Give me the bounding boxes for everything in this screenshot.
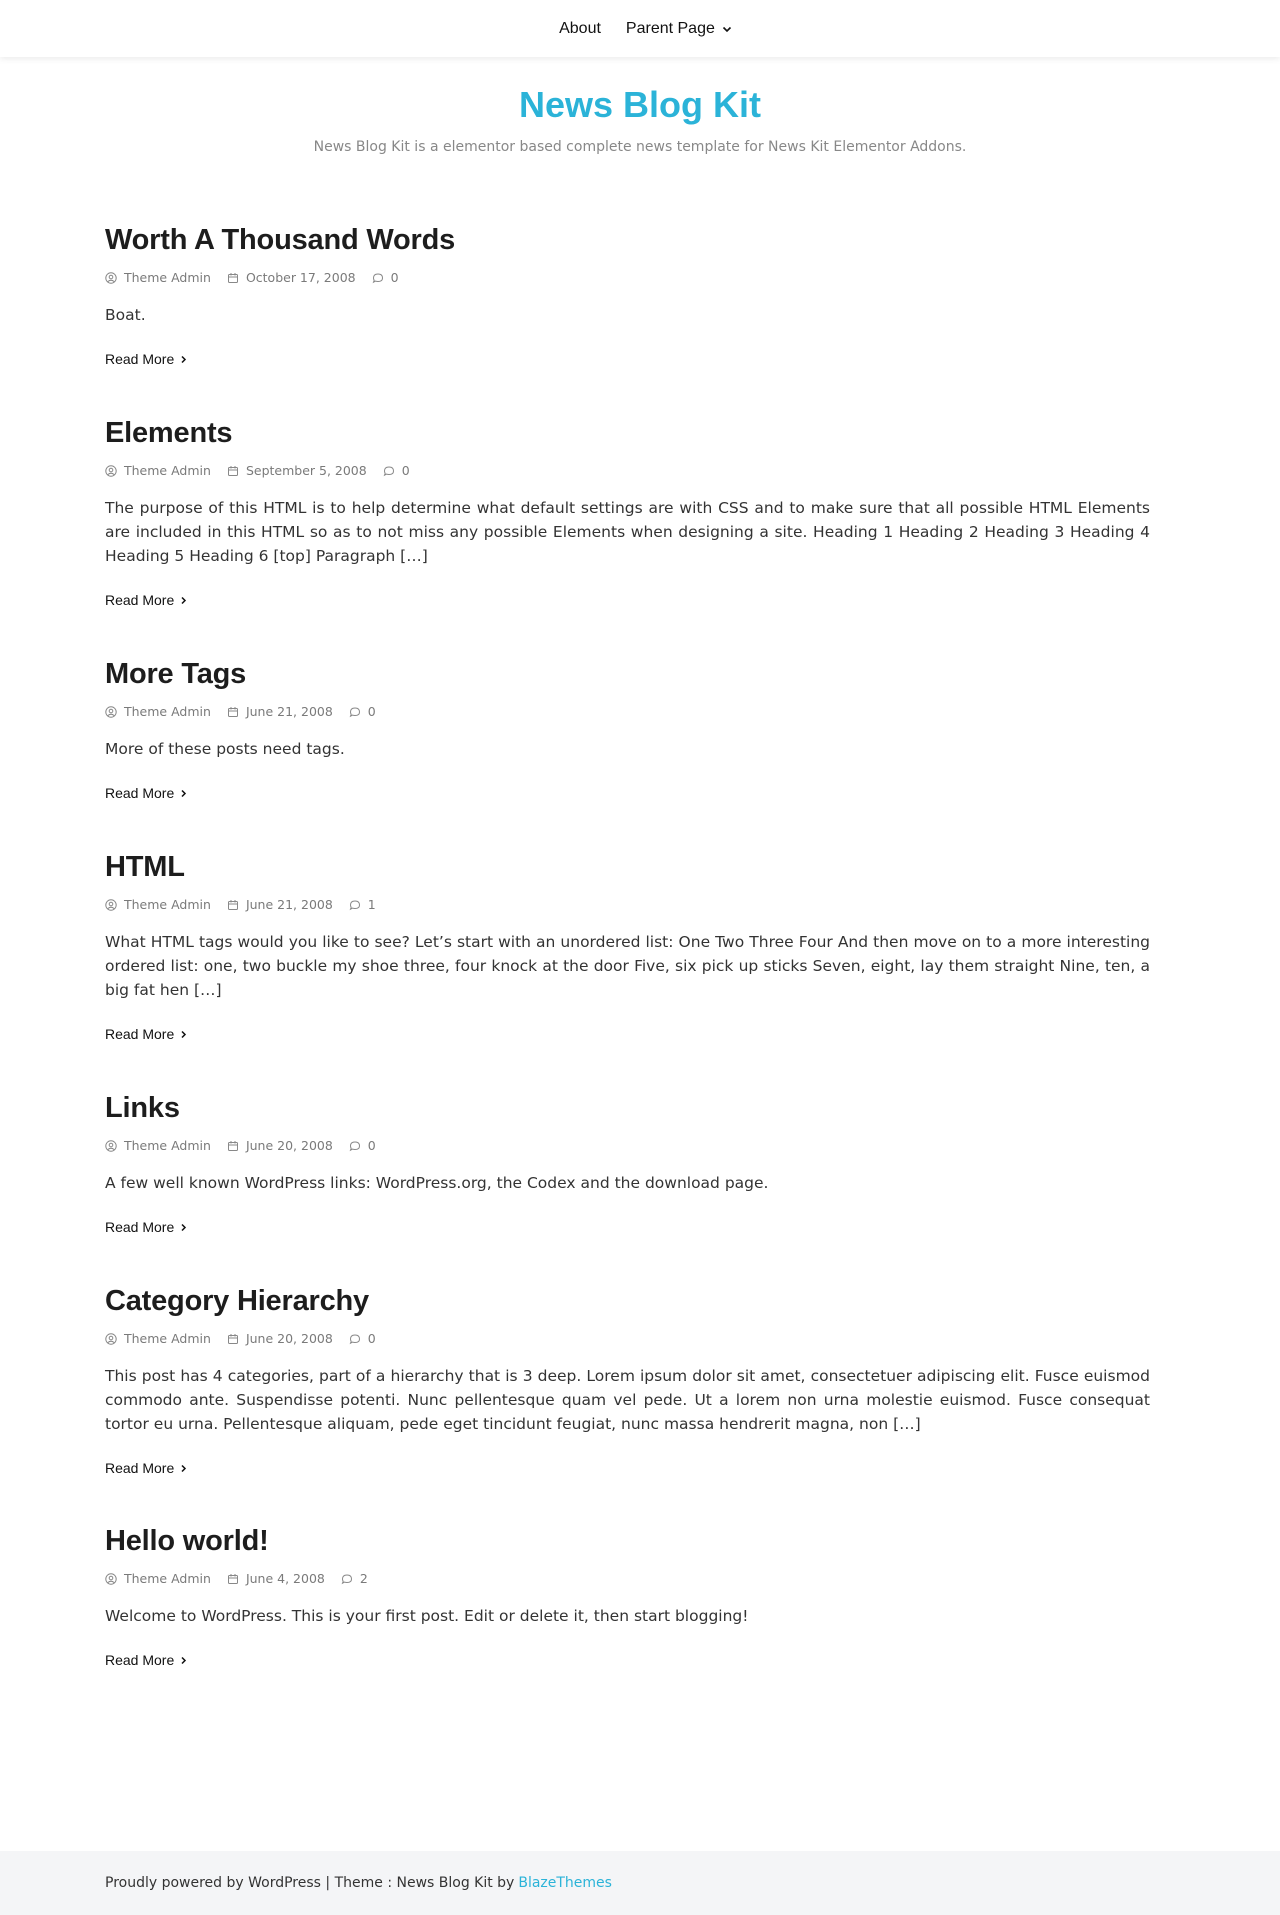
post-author[interactable] <box>105 897 211 913</box>
read-more-link[interactable] <box>105 1460 188 1476</box>
nav-item-label: Parent Page <box>625 19 715 37</box>
post-item <box>105 656 1150 802</box>
post-date-text: June 21, 2008 <box>245 897 333 912</box>
post-meta <box>105 1571 1150 1587</box>
calendar-icon <box>227 706 239 718</box>
post-item <box>105 1283 1150 1477</box>
post-excerpt: More of these posts need tags. <box>105 740 345 758</box>
comment-icon <box>349 1333 361 1345</box>
comment-icon <box>349 1140 361 1152</box>
post-meta <box>105 1331 1150 1347</box>
chevron-down-icon <box>721 23 733 35</box>
read-more-label: Read More <box>105 592 175 608</box>
post-comments-count: 2 <box>359 1571 368 1586</box>
site-description: News Blog Kit is a elementor based complete news template for News Kit Elementor Addons. <box>313 139 967 155</box>
calendar-icon <box>227 465 239 477</box>
read-more-link[interactable] <box>105 1219 188 1235</box>
read-more-label: Read More <box>105 351 175 367</box>
comment-icon <box>341 1573 353 1585</box>
post-comments[interactable] <box>349 1331 376 1347</box>
post-comments[interactable] <box>383 463 410 479</box>
read-more-link[interactable] <box>105 1026 188 1042</box>
post-item <box>105 1523 1150 1669</box>
nav-item-parent-page[interactable] <box>626 20 733 38</box>
read-more-label: Read More <box>105 1652 175 1668</box>
post-comments-count: 0 <box>367 1331 376 1346</box>
chevron-right-icon <box>179 1223 188 1232</box>
chevron-right-icon <box>179 789 188 798</box>
user-icon <box>105 899 117 911</box>
site-footer <box>0 1851 1280 1915</box>
chevron-right-icon <box>179 1464 188 1473</box>
read-more-link[interactable] <box>105 1652 188 1668</box>
post-comments-count: 1 <box>367 897 376 912</box>
site-title[interactable] <box>0 84 1280 126</box>
comment-icon <box>383 465 395 477</box>
user-icon <box>105 1333 117 1345</box>
chevron-right-icon <box>179 596 188 605</box>
post-date-text: October 17, 2008 <box>245 270 356 285</box>
post-date-text: September 5, 2008 <box>245 463 367 478</box>
post-author[interactable] <box>105 270 211 286</box>
post-date[interactable] <box>227 1138 333 1154</box>
post-comments-count: 0 <box>401 463 410 478</box>
post-date-text: June 21, 2008 <box>245 704 333 719</box>
post-title[interactable]: More Tags <box>105 658 247 690</box>
post-date-text: June 4, 2008 <box>245 1571 325 1586</box>
post-title[interactable]: HTML <box>105 851 185 883</box>
post-excerpt: This post has 4 categories, part of a hierarchy that is 3 deep. Lorem ipsum dolor sit amet, consectetuer adipiscing elit. Fusce euismod commodo ante. Suspendisse potenti. Nunc pellentesque quam vel pede. Ut a lorem non urna molestie euismod. Fusce consequat tortor eu urna. Pellentesque aliquam, pede eget tincidunt feugiat, nunc massa hendrerit magna, non […] <box>105 1367 1150 1433</box>
post-title[interactable]: Links <box>105 1092 180 1124</box>
read-more-label: Read More <box>105 1026 175 1042</box>
post-comments[interactable] <box>372 270 399 286</box>
post-excerpt: The purpose of this HTML is to help determine what default settings are with CSS and to make sure that all possible HTML Elements are included in this HTML so as to not miss any possible Elements when designing a site. Heading 1 Heading 2 Heading 3 Heading 4 Heading 5 Heading 6 [top] Paragraph […] <box>105 499 1150 565</box>
post-title[interactable]: Category Hierarchy <box>105 1285 369 1317</box>
post-author-name: Theme Admin <box>124 704 211 719</box>
calendar-icon <box>227 1333 239 1345</box>
read-more-label: Read More <box>105 785 175 801</box>
post-item <box>105 1090 1150 1236</box>
user-icon <box>105 272 117 284</box>
post-excerpt: Welcome to WordPress. This is your first post. Edit or delete it, then start blogging! <box>105 1607 749 1625</box>
chevron-right-icon <box>179 1656 188 1665</box>
post-date[interactable] <box>227 704 333 720</box>
chevron-right-icon <box>179 1030 188 1039</box>
post-comments[interactable] <box>349 897 376 913</box>
read-more-label: Read More <box>105 1460 175 1476</box>
post-item <box>105 415 1150 609</box>
read-more-label: Read More <box>105 1219 175 1235</box>
post-date[interactable] <box>227 1331 333 1347</box>
footer-credit-text: Proudly powered by WordPress | Theme : News Blog Kit by <box>105 1875 515 1891</box>
post-meta <box>105 463 1150 479</box>
read-more-link[interactable] <box>105 785 188 801</box>
post-author[interactable] <box>105 704 211 720</box>
post-author[interactable] <box>105 1571 211 1587</box>
post-comments[interactable] <box>349 704 376 720</box>
comment-icon <box>372 272 384 284</box>
comment-icon <box>349 706 361 718</box>
user-icon <box>105 465 117 477</box>
post-comments[interactable] <box>341 1571 368 1587</box>
post-item <box>105 849 1150 1043</box>
post-item <box>105 222 1150 368</box>
top-navigation <box>0 0 1280 57</box>
chevron-right-icon <box>179 355 188 364</box>
post-excerpt: Boat. <box>105 306 146 324</box>
read-more-link[interactable] <box>105 351 188 367</box>
post-meta <box>105 270 1150 286</box>
calendar-icon <box>227 1573 239 1585</box>
footer-theme-author-link[interactable]: BlazeThemes <box>518 1875 612 1891</box>
post-meta <box>105 897 1150 913</box>
post-author[interactable] <box>105 1331 211 1347</box>
post-author[interactable] <box>105 463 211 479</box>
post-title[interactable]: Elements <box>105 417 233 449</box>
read-more-link[interactable] <box>105 592 188 608</box>
post-meta <box>105 1138 1150 1154</box>
comment-icon <box>349 899 361 911</box>
post-comments-count: 0 <box>367 704 376 719</box>
nav-item-label: About <box>559 19 601 37</box>
post-title[interactable]: Worth A Thousand Words <box>105 224 456 256</box>
post-excerpt: What HTML tags would you like to see? Let’s start with an unordered list: One Two Three Four And then move on to a more interesting ordered list: one, two buckle my shoe three, four knock at the door Five, six pick up sticks Seven, eight, lay them straight Nine, ten, a big fat hen […] <box>105 933 1150 999</box>
post-author-name: Theme Admin <box>124 1138 211 1153</box>
nav-item-about[interactable] <box>559 20 601 38</box>
site-title-text[interactable]: News Blog Kit <box>518 84 761 125</box>
post-excerpt: A few well known WordPress links: WordPress.org, the Codex and the download page. <box>105 1174 769 1192</box>
calendar-icon <box>227 899 239 911</box>
user-icon <box>105 1573 117 1585</box>
calendar-icon <box>227 1140 239 1152</box>
post-date[interactable] <box>227 463 367 479</box>
user-icon <box>105 706 117 718</box>
post-author-name: Theme Admin <box>124 897 211 912</box>
post-comments-count: 0 <box>390 270 399 285</box>
post-author-name: Theme Admin <box>124 463 211 478</box>
post-author[interactable] <box>105 1138 211 1154</box>
post-comments-count: 0 <box>367 1138 376 1153</box>
post-title[interactable]: Hello world! <box>105 1525 269 1557</box>
post-comments[interactable] <box>349 1138 376 1154</box>
post-date[interactable] <box>227 897 333 913</box>
post-author-name: Theme Admin <box>124 270 211 285</box>
user-icon <box>105 1140 117 1152</box>
post-meta <box>105 704 1150 720</box>
post-date[interactable] <box>227 1571 325 1587</box>
post-author-name: Theme Admin <box>124 1331 211 1346</box>
calendar-icon <box>227 272 239 284</box>
post-date-text: June 20, 2008 <box>245 1331 333 1346</box>
post-date[interactable] <box>227 270 356 286</box>
post-date-text: June 20, 2008 <box>245 1138 333 1153</box>
post-author-name: Theme Admin <box>124 1571 211 1586</box>
